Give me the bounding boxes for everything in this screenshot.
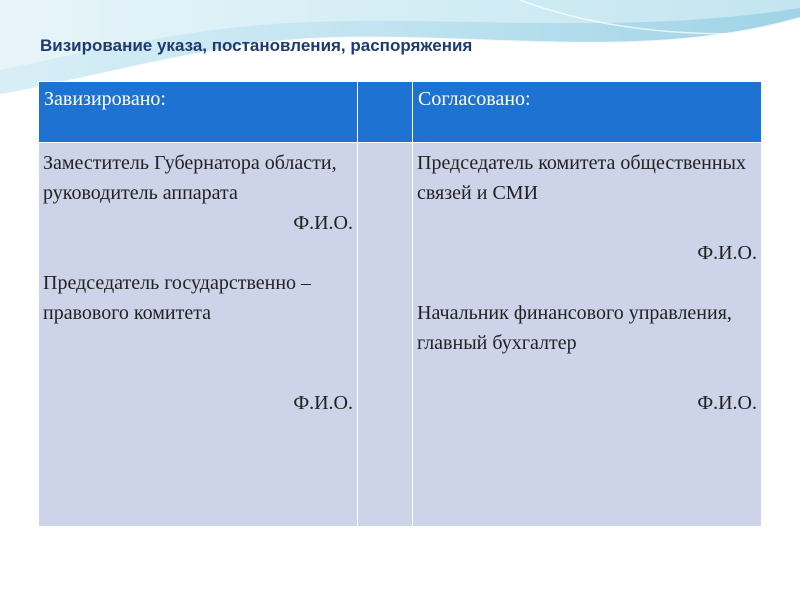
header-agreed: Согласовано:: [413, 82, 762, 143]
approval-table: [38, 81, 762, 527]
signatory-role: Председатель комитета общественных связей и СМИ: [417, 152, 746, 204]
signatory-name-placeholder: Ф.И.О.: [293, 392, 353, 414]
slide-title: Визирование указа, постановления, распоряжения: [40, 36, 473, 55]
signatory-name-placeholder: Ф.И.О.: [697, 242, 757, 264]
empty-cell: [358, 143, 413, 527]
table-row: [39, 143, 762, 527]
signatory-name-placeholder: Ф.И.О.: [697, 392, 757, 414]
header-endorsed: Завизировано:: [39, 82, 358, 143]
table-header-row: [39, 82, 762, 143]
signatory-name-placeholder: Ф.И.О.: [293, 212, 353, 234]
endorsed-cell: [39, 143, 358, 527]
signatory-role: Начальник финансового управления, главный бухгалтер: [417, 302, 732, 354]
signatory-role: Заместитель Губернатора области, руководитель аппарата: [43, 152, 337, 204]
header-empty: [358, 82, 413, 143]
agreed-cell: [413, 143, 762, 527]
signatory-role: Председатель государственно – правового комитета: [43, 272, 312, 324]
